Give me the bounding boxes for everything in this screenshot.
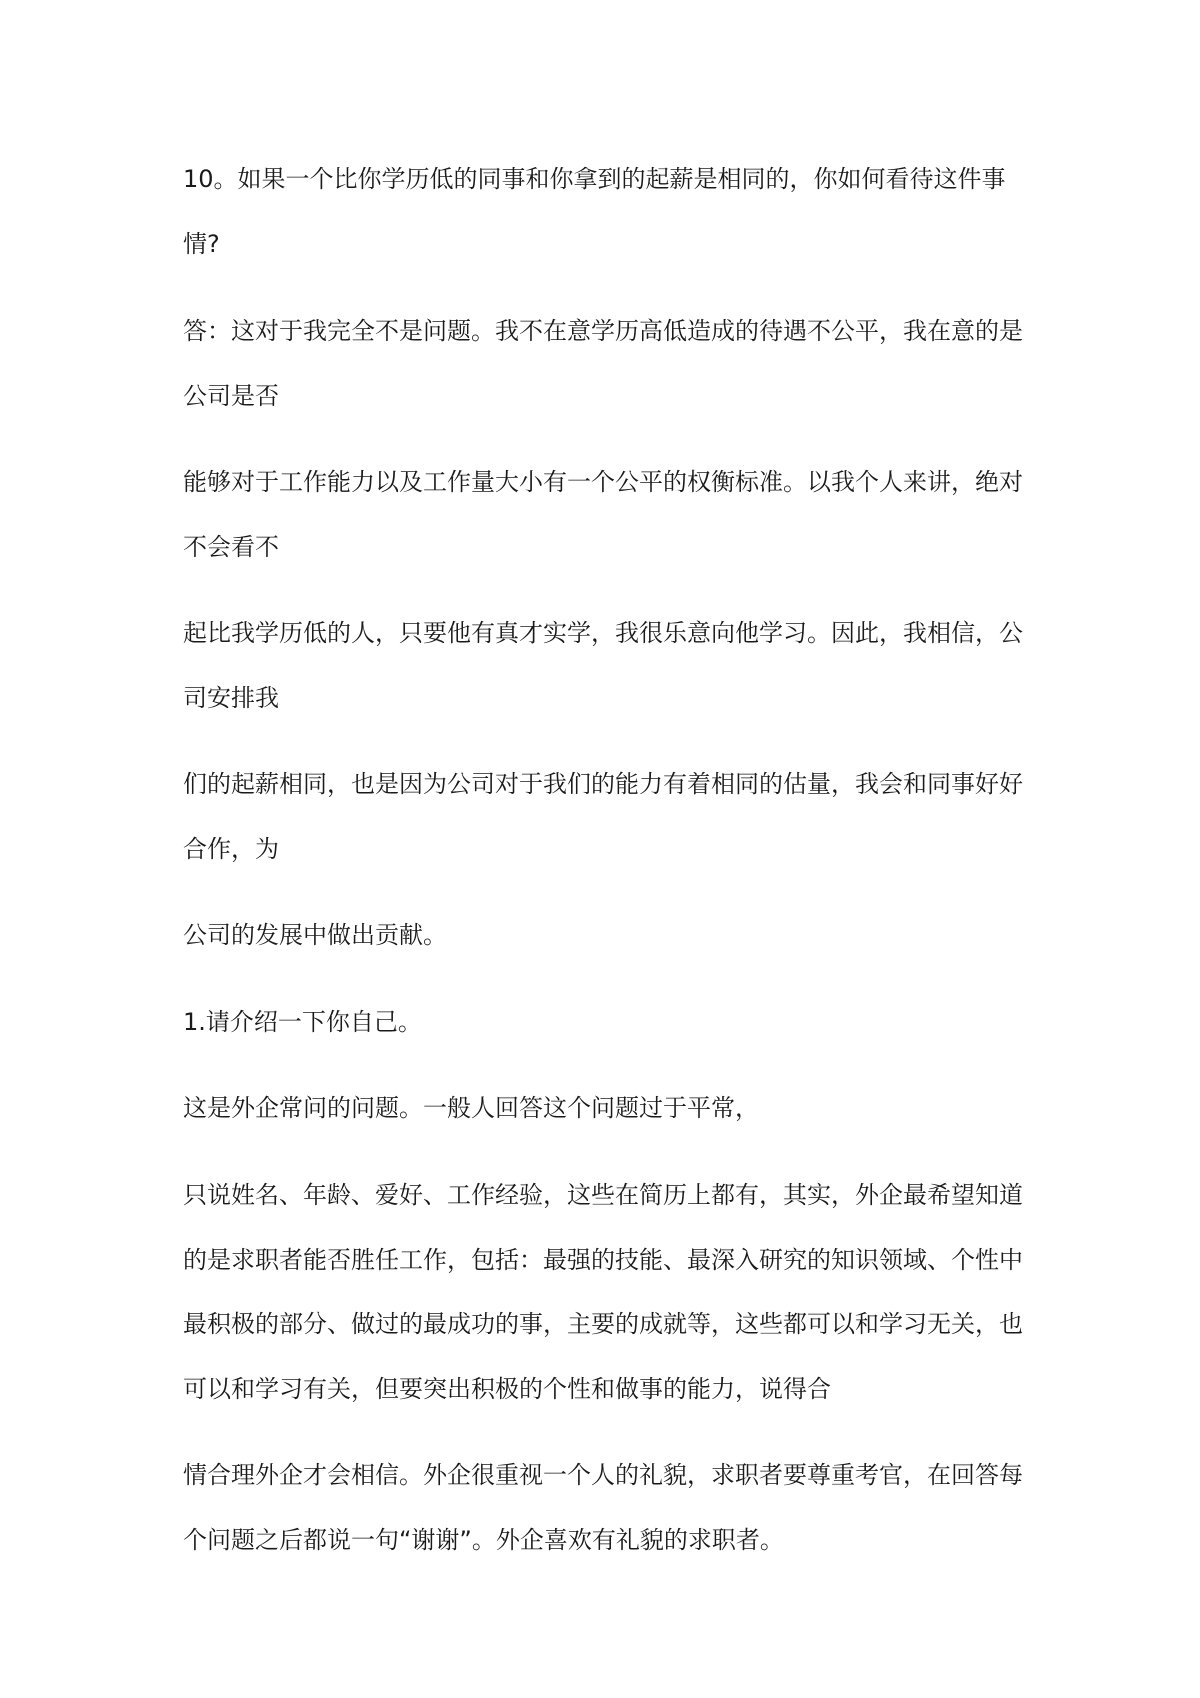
text-line: 答：这对于我完全不是问题。我不在意学历高低造成的待遇不公平，我在意的是: [183, 317, 1023, 345]
text-line: 司安排我: [183, 684, 279, 712]
text-line: 这是外企常问的问题。一般人回答这个问题过于平常，: [183, 1094, 759, 1122]
text-line: 最积极的部分、做过的最成功的事，主要的成就等，这些都可以和学习无关，也: [183, 1310, 1023, 1338]
text-line: 公司的发展中做出贡献。: [183, 921, 447, 949]
text-line: 只说姓名、年龄、爱好、工作经验，这些在简历上都有，其实，外企最希望知道: [183, 1181, 1023, 1209]
text-line: 的是求职者能否胜任工作，包括：最强的技能、最深入研究的知识领域、个性中: [183, 1246, 1023, 1274]
text-line: 不会看不: [183, 533, 279, 561]
text-line: 个问题之后都说一句“谢谢”。外企喜欢有礼貌的求职者。: [183, 1526, 784, 1554]
text-line: 们的起薪相同，也是因为公司对于我们的能力有着相同的估量，我会和同事好好: [183, 770, 1023, 798]
text-line: 合作，为: [183, 835, 279, 863]
section-heading: 1.请介绍一下你自己。: [183, 1008, 422, 1036]
text-line: 10。如果一个比你学历低的同事和你拿到的起薪是相同的，你如何看待这件事: [183, 165, 1006, 193]
text-line: 能够对于工作能力以及工作量大小有一个公平的权衡标准。以我个人来讲，绝对: [183, 468, 1023, 496]
text-line: 情合理外企才会相信。外企很重视一个人的礼貌，求职者要尊重考官，在回答每: [183, 1461, 1023, 1489]
text-line: 可以和学习有关，但要突出积极的个性和做事的能力，说得合: [183, 1375, 831, 1403]
text-line: 情?: [183, 230, 220, 258]
text-line: 公司是否: [183, 382, 279, 410]
text-line: 起比我学历低的人，只要他有真才实学，我很乐意向他学习。因此，我相信，公: [183, 619, 1023, 647]
